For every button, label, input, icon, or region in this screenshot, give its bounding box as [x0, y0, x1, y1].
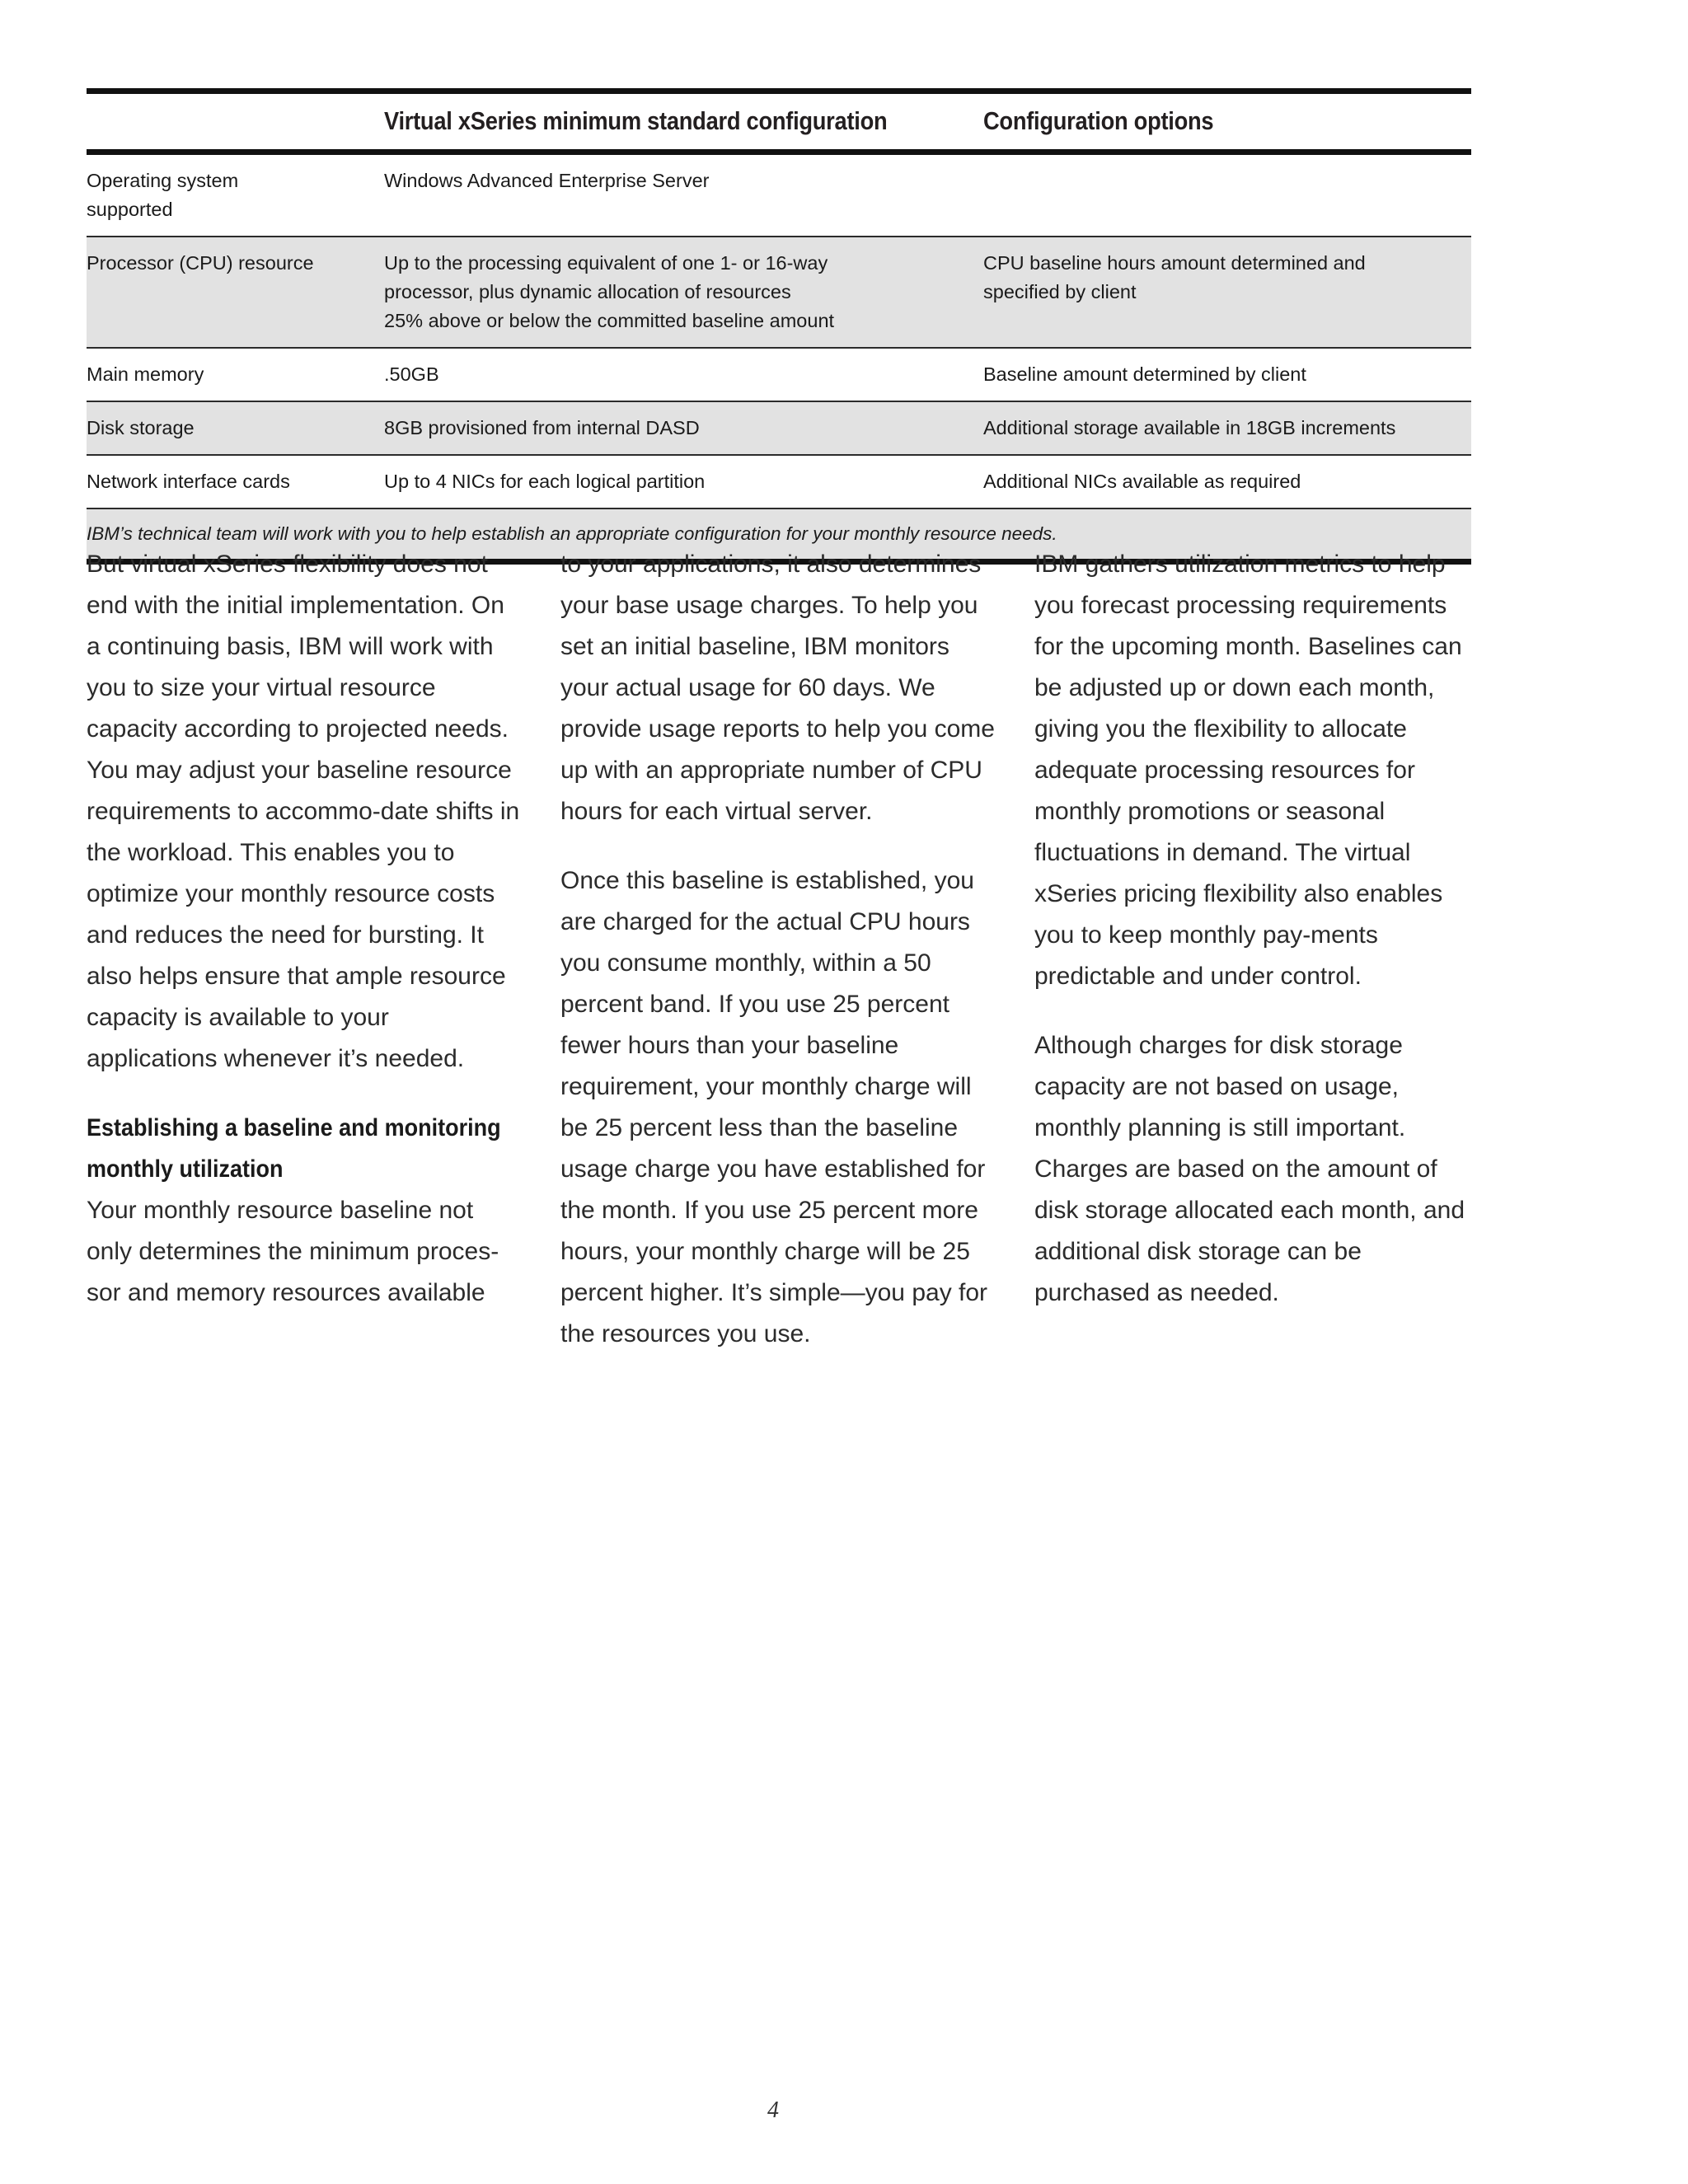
- paragraph: to your applications, it also determines your base usage charges. To help you set an initial baseline, IBM monitors your actual usage for 60 days. We provide usage reports to help you come up with an appropriate number of CPU hours for each virtual server.: [560, 551, 995, 825]
- row-standard: Up to the processing equivalent of one 1- or 16-way processor, plus dynamic allocation of resources 25% above or below the committed baseline amount: [384, 237, 983, 348]
- row-standard: Up to 4 NICs for each logical partition: [384, 471, 706, 492]
- row-options: Additional NICs available as required: [983, 471, 1301, 492]
- paragraph: Your monthly resource baseline not only determines the minimum proces-sor and memory resources available: [87, 1197, 499, 1306]
- table-footnote: IBM’s technical team will work with you to help establish an appropriate configuration for your monthly resource needs.: [87, 509, 1471, 562]
- table-row: [87, 348, 1471, 401]
- paragraph: Although charges for disk storage capacity are not based on usage, monthly planning is still important. Charges are based on the amount of disk storage allocated each month, and additional disk storage can be purchased as needed.: [1034, 1032, 1465, 1306]
- row-options: [983, 152, 1471, 237]
- row-standard: 8GB provisioned from internal DASD: [384, 401, 983, 455]
- column-2: [560, 544, 997, 1383]
- row-label: Network interface cards: [87, 471, 290, 492]
- row-label: Operating system supported: [87, 170, 239, 220]
- column-3: [1034, 544, 1471, 1342]
- table-header-options: Configuration options: [983, 106, 1214, 135]
- table-row: [87, 152, 1471, 237]
- configuration-table: [87, 88, 1471, 565]
- column-1: [87, 544, 523, 1342]
- paragraph: Once this baseline is established, you are charged for the actual CPU hours you consume monthly, within a 50 percent band. If you use 25 percent fewer hours than your baseline requirement, your monthly charge will be 25 percent less than the baseline usage charge you have established for the month. If you use 25 percent more hours, your monthly charge will be 25 percent higher. It’s simple—you pay for the resources you use.: [560, 867, 988, 1347]
- paragraph: IBM gathers utilization metrics to help you forecast processing requirements for the upcoming month. Baselines can be adjusted up or down each month, giving you the flexibility to allocate adequate processing resources for monthly promotions or seasonal fluctuations in demand. The virtual xSeries pricing flexibility also enables you to keep monthly pay-ments predictable and under control.: [1034, 551, 1462, 990]
- row-label: Processor (CPU) resource: [87, 237, 384, 348]
- row-standard: .50GB: [384, 363, 439, 385]
- table-header-standard: Virtual xSeries minimum standard configuration: [384, 106, 888, 135]
- table-row: [87, 401, 1471, 455]
- section-heading: Establishing a baseline and monitoring monthly utilization: [87, 1114, 501, 1183]
- row-label: Main memory: [87, 363, 204, 385]
- row-options: CPU baseline hours amount determined and specified by client: [983, 237, 1471, 348]
- row-options: Baseline amount determined by client: [983, 363, 1306, 385]
- table-row: [87, 237, 1471, 348]
- paragraph: But virtual xSeries flexibility does not end with the initial implementation. On a continuing basis, IBM will work with you to size your virtual resource capacity according to projected needs. You may adjust your baseline resource requirements to accommo-date shifts in the workload. This enables you to optimize your monthly resource costs and reduces the need for bursting. It also helps ensure that ample resource capacity is available to your applications whenever it’s needed.: [87, 551, 520, 1072]
- row-standard: Windows Advanced Enterprise Server: [384, 170, 710, 191]
- row-label: Disk storage: [87, 401, 384, 455]
- table-header-row: [87, 91, 1471, 152]
- row-options: Additional storage available in 18GB increments: [983, 401, 1471, 455]
- body-columns: [87, 544, 1471, 1368]
- table-row: [87, 455, 1471, 509]
- table-header-label: [87, 91, 349, 152]
- page-number: 4: [767, 2097, 779, 2123]
